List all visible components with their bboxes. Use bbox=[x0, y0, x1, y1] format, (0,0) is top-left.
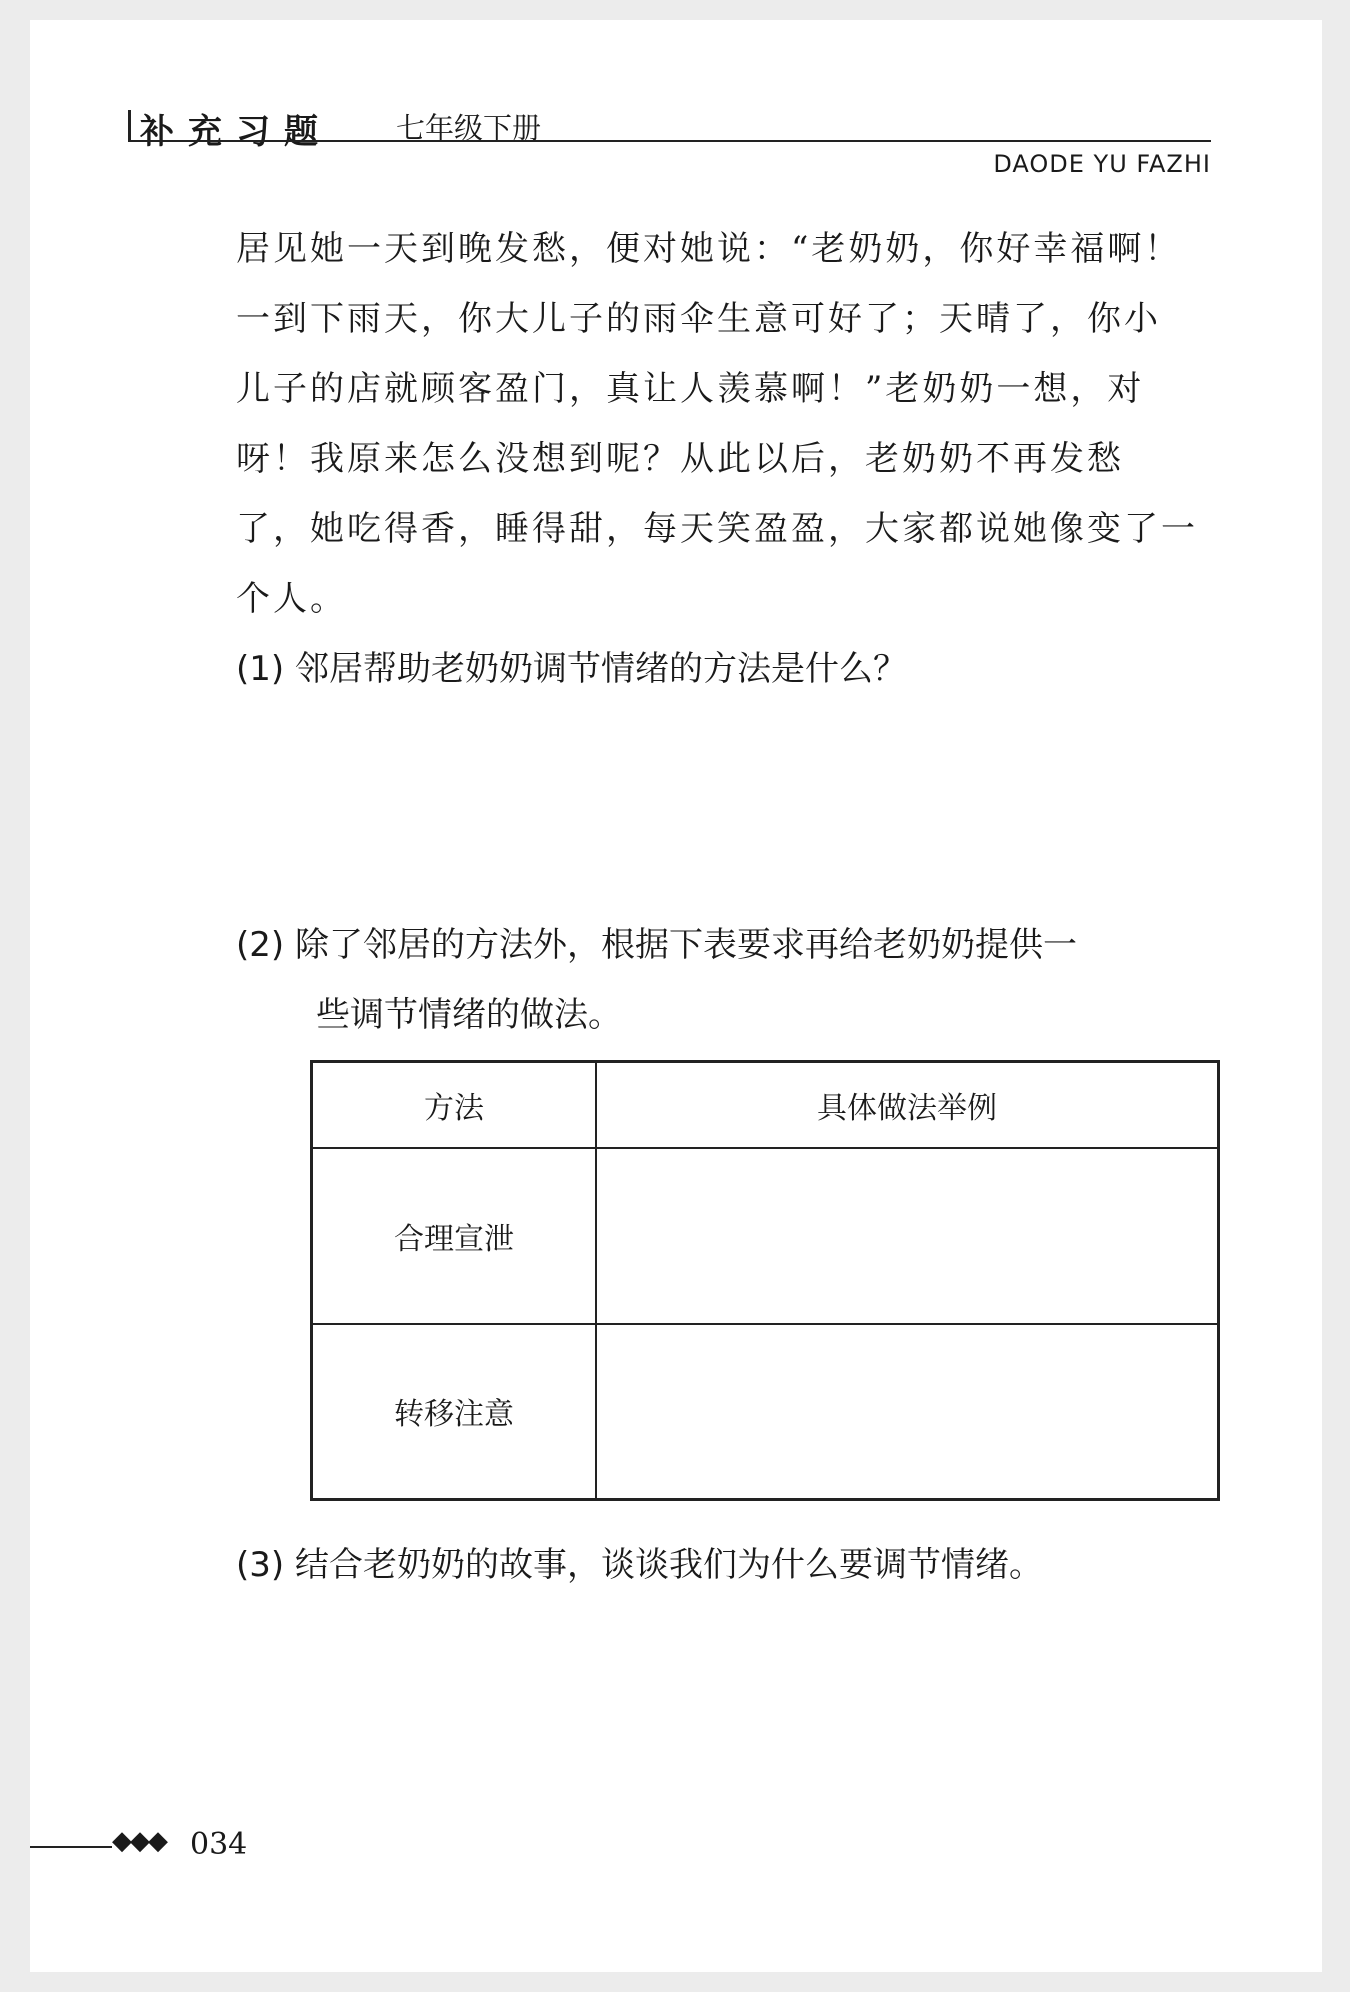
passage-line: 居见她一天到晚发愁，便对她说：“老奶奶，你好幸福啊！ bbox=[236, 229, 1182, 269]
header-vertical-rule bbox=[128, 110, 131, 142]
question-2-text-line1: (2) 除了邻居的方法外，根据下表要求再给老奶奶提供一 bbox=[236, 925, 1077, 965]
passage-line: 呀！我原来怎么没想到呢？从此以后，老奶奶不再发愁 bbox=[236, 439, 1124, 479]
question-2 bbox=[236, 910, 1226, 1050]
grade-label: 七年级下册 bbox=[396, 111, 542, 145]
table-cell-answer[interactable] bbox=[596, 1324, 1219, 1500]
methods-table bbox=[310, 1060, 1220, 1501]
series-title: 补充习题 bbox=[140, 112, 332, 152]
passage-line: 儿子的店就顾客盈门，真让人羡慕啊！”老奶奶一想，对 bbox=[236, 369, 1145, 409]
table-header-examples: 具体做法举例 bbox=[596, 1062, 1219, 1148]
question-1 bbox=[236, 634, 1226, 704]
passage-line: 一到下雨天，你大儿子的雨伞生意可好了；天晴了，你小 bbox=[236, 299, 1161, 339]
table-header-method: 方法 bbox=[312, 1062, 597, 1148]
passage-line: 个人。 bbox=[236, 579, 347, 619]
diamond-ornament-icon: ◆◆◆ bbox=[112, 1826, 166, 1856]
table-row bbox=[312, 1148, 1219, 1324]
table-header-row bbox=[312, 1062, 1219, 1148]
page-number: 034 bbox=[190, 1827, 248, 1862]
passage-line: 了，她吃得香，睡得甜，每天笑盈盈，大家都说她像变了一 bbox=[236, 509, 1198, 549]
table-cell-method: 转移注意 bbox=[312, 1324, 597, 1500]
table-cell-answer[interactable] bbox=[596, 1148, 1219, 1324]
table-cell-method: 合理宣泄 bbox=[312, 1148, 597, 1324]
question-3 bbox=[236, 1530, 1226, 1600]
passage bbox=[236, 214, 1219, 634]
footer-rule bbox=[30, 1846, 112, 1848]
question-3-text: (3) 结合老奶奶的故事，谈谈我们为什么要调节情绪。 bbox=[236, 1545, 1043, 1585]
header-rule bbox=[128, 140, 1211, 142]
table-row bbox=[312, 1324, 1219, 1500]
question-1-text: (1) 邻居帮助老奶奶调节情绪的方法是什么？ bbox=[236, 649, 907, 689]
subject-label: DAODE YU FAZHI bbox=[993, 150, 1211, 178]
question-2-text-line2: 些调节情绪的做法。 bbox=[316, 995, 622, 1035]
